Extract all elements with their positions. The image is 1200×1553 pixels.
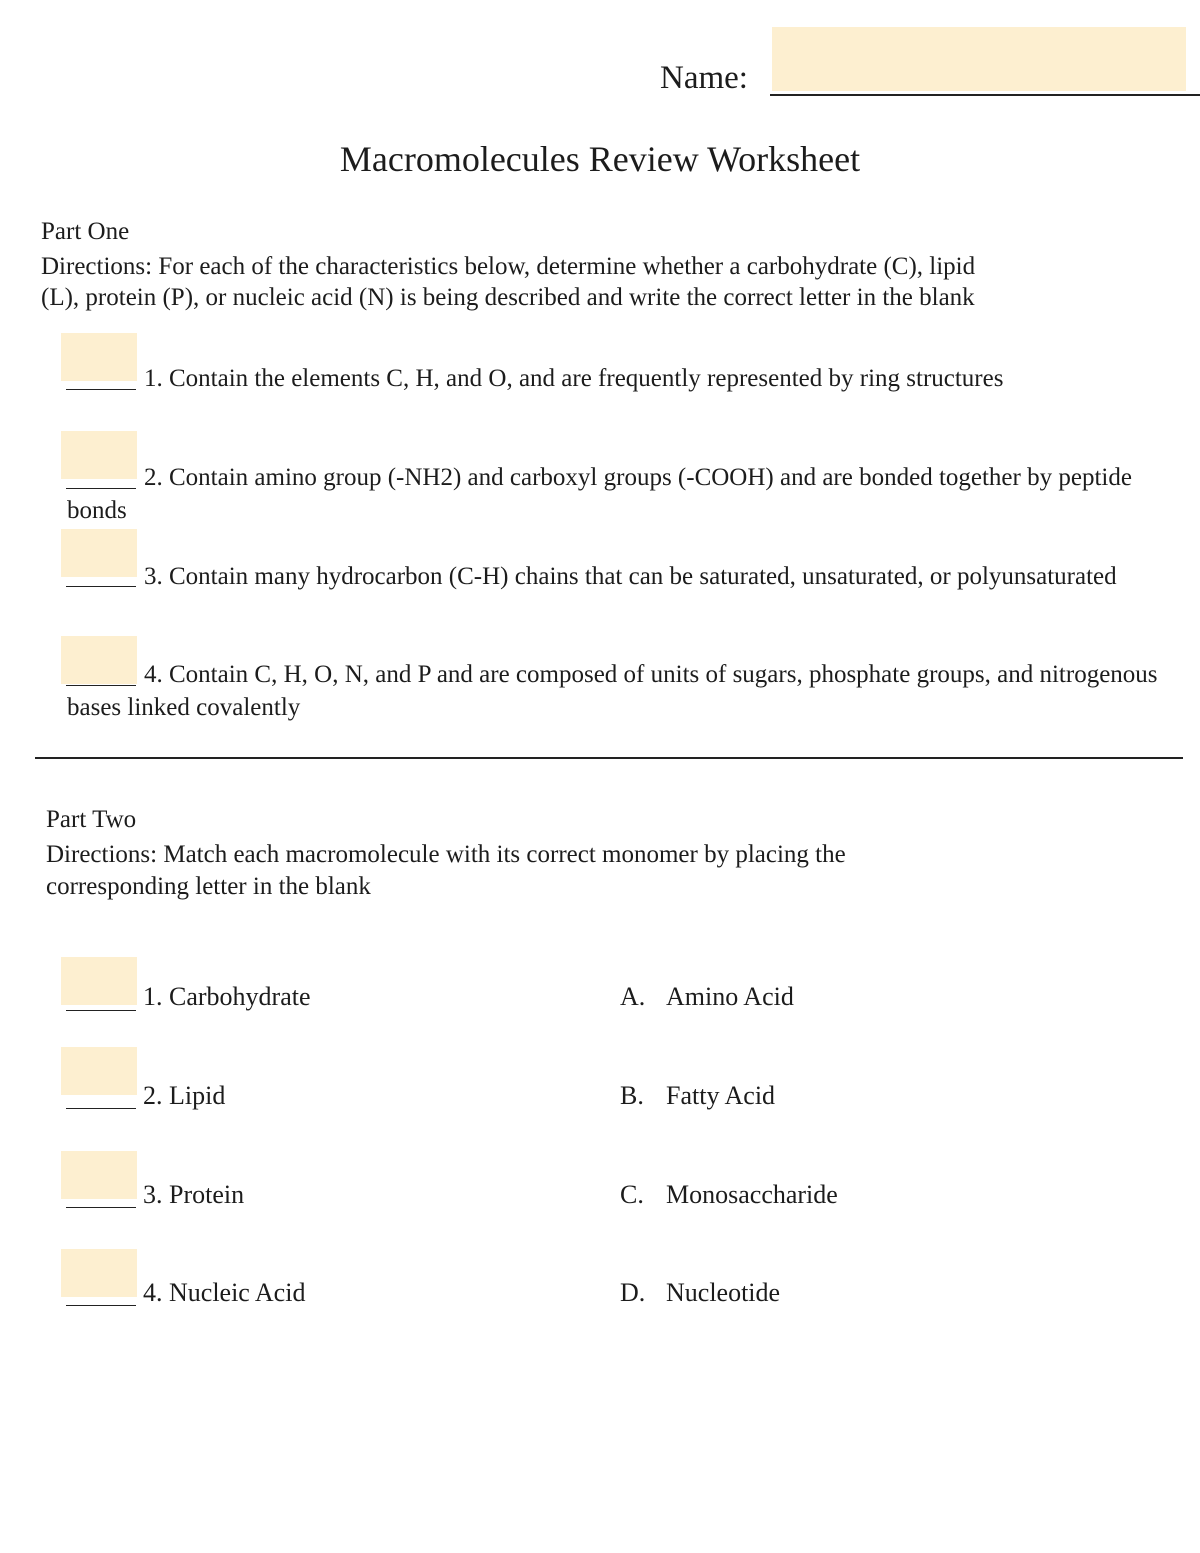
option-text-d: Nucleotide [666,1278,781,1307]
part-two-directions-line-1: Directions: Match each macromolecule with its correct monomer by placing the [46,841,846,868]
name-label: Name: [660,60,748,96]
option-letter-d: D. [620,1278,646,1307]
part-two-blank-line-3 [66,1207,136,1208]
part-two-heading: Part Two [46,806,137,833]
part-two-item-2: 2. Lipid [143,1081,226,1110]
option-text-c: Monosaccharide [666,1180,838,1209]
part-two-blank-line-1 [66,1010,136,1011]
part-one-directions-line-1: Directions: For each of the characteristics below, determine whether a carbohydrate (C), lipid [41,253,976,280]
part-one-question-3: 3. Contain many hydrocarbon (C-H) chains that can be saturated, unsaturated, or polyunsaturated [144,563,1117,590]
part-two-item-1: 1. Carbohydrate [143,982,311,1011]
part-two-answer-2[interactable] [61,1047,137,1095]
part-one-question-4: 4. Contain C, H, O, N, and P and are composed of units of sugars, phosphate groups, and nitrogenous bases linked covalently [67,661,1158,721]
option-letter-c: C. [620,1180,644,1209]
name-input[interactable] [772,27,1186,91]
part-two-directions-line-2: corresponding letter in the blank [46,873,371,900]
part-two-blank-line-4 [66,1305,136,1306]
page-title: Macromolecules Review Worksheet [339,139,861,179]
part-two-answer-4[interactable] [61,1249,137,1297]
option-letter-a: A. [620,982,646,1011]
name-underline [770,94,1200,96]
option-text-b: Fatty Acid [666,1081,776,1110]
part-two-answer-3[interactable] [61,1151,137,1199]
option-letter-b: B. [620,1081,644,1110]
part-two-item-4: 4. Nucleic Acid [143,1278,306,1307]
part-two-answer-1[interactable] [61,957,137,1005]
part-one-question-1: 1. Contain the elements C, H, and O, and are frequently represented by ring structures [144,365,1004,392]
part-one-heading: Part One [41,218,130,245]
section-divider [35,757,1183,759]
part-one-question-2: 2. Contain amino group (-NH2) and carboxyl groups (-COOH) and are bonded together by peptide bonds [67,464,1132,524]
part-two-item-3: 3. Protein [143,1180,245,1209]
part-one-directions-line-2: (L), protein (P), or nucleic acid (N) is being described and write the correct letter in the blank [41,284,975,311]
option-text-a: Amino Acid [666,982,794,1011]
part-two-blank-line-2 [66,1108,136,1109]
